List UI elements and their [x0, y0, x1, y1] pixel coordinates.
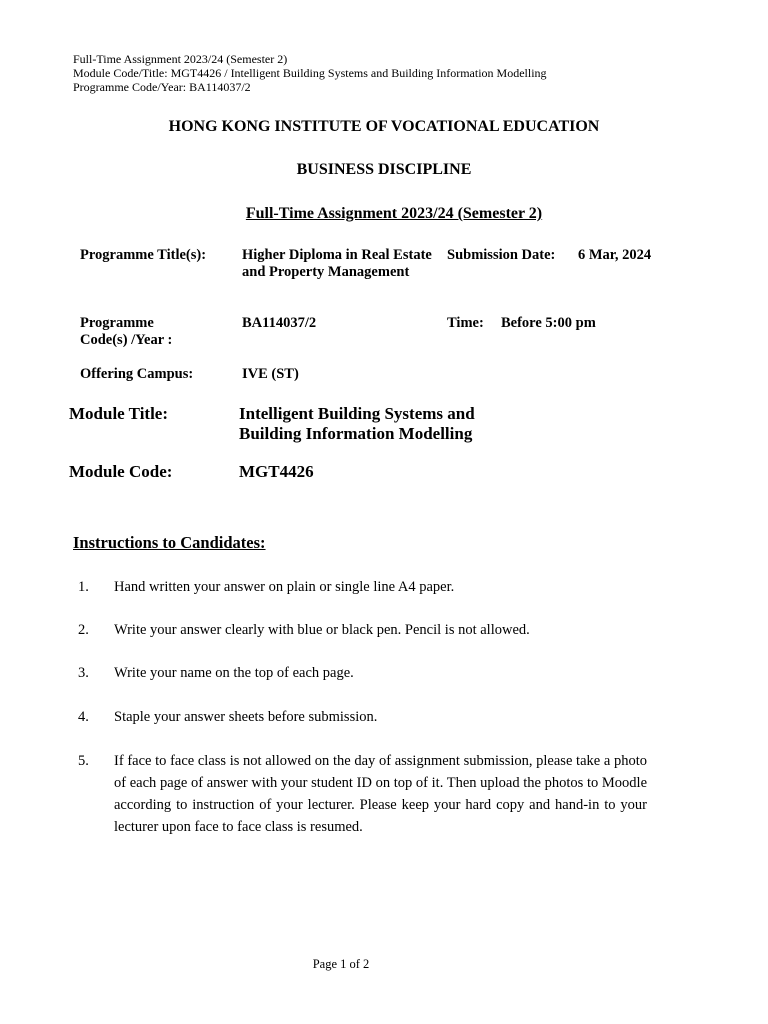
- assignment-title-text: Full-Time Assignment 2023/24 (Semester 2): [245, 205, 543, 222]
- header-assignment-line: Full-Time Assignment 2023/24 (Semester 2): [73, 52, 288, 66]
- instruction-text: Write your answer clearly with blue or black pen. Pencil is not allowed.: [114, 622, 530, 638]
- instructions-heading: Instructions to Candidates:: [73, 533, 266, 552]
- programme-code-label: Programme Code(s) /Year :: [80, 315, 173, 348]
- institute-title: HONG KONG INSTITUTE OF VOCATIONAL EDUCATION: [168, 118, 600, 135]
- module-title-value: Intelligent Building Systems and Building Information Modelling: [239, 404, 475, 443]
- instruction-text: Write your name on the top of each page.: [114, 665, 354, 681]
- programme-title-value: Higher Diploma in Real Estate and Property Management: [242, 247, 432, 280]
- campus-label: Offering Campus:: [80, 366, 194, 382]
- header-programme-line: Programme Code/Year: BA114037/2: [73, 80, 251, 94]
- page-number: Page 1 of 2: [312, 957, 370, 971]
- instruction-number: 1.: [78, 579, 89, 595]
- assignment-title: [10, 205, 768, 223]
- instruction-text: Staple your answer sheets before submission.: [114, 709, 378, 725]
- module-code-value: MGT4426: [239, 462, 314, 481]
- programme-title-label: Programme Title(s):: [80, 247, 207, 263]
- instruction-number: 2.: [78, 622, 89, 638]
- running-header: [73, 52, 547, 94]
- instruction-text: If face to face class is not allowed on the day of assignment submission, please take a photo of each page of answer with your student ID on top of it. Then upload the photos to Moodle according to instruction of your lecturer. Please keep your hard copy and hand-in to your lecturer upon face to face class is resumed.: [114, 753, 647, 835]
- discipline-title: BUSINESS DISCIPLINE: [296, 161, 472, 178]
- submission-date-value: 6 Mar, 2024: [578, 247, 652, 263]
- instruction-number: 5.: [78, 753, 89, 769]
- time-value: Before 5:00 pm: [501, 315, 596, 331]
- module-code-label: Module Code:: [69, 462, 173, 481]
- header-module-line: Module Code/Title: MGT4426 / Intelligent Building Systems and Building Information Modelling: [73, 66, 547, 80]
- instruction-number: 4.: [78, 709, 89, 725]
- programme-code-value: BA114037/2: [242, 315, 317, 331]
- time-label: Time:: [447, 315, 484, 331]
- instruction-number: 3.: [78, 665, 89, 681]
- submission-date-label: Submission Date:: [447, 247, 556, 263]
- instruction-text: Hand written your answer on plain or single line A4 paper.: [114, 579, 455, 595]
- module-title-label: Module Title:: [69, 404, 169, 423]
- campus-value: IVE (ST): [242, 366, 299, 382]
